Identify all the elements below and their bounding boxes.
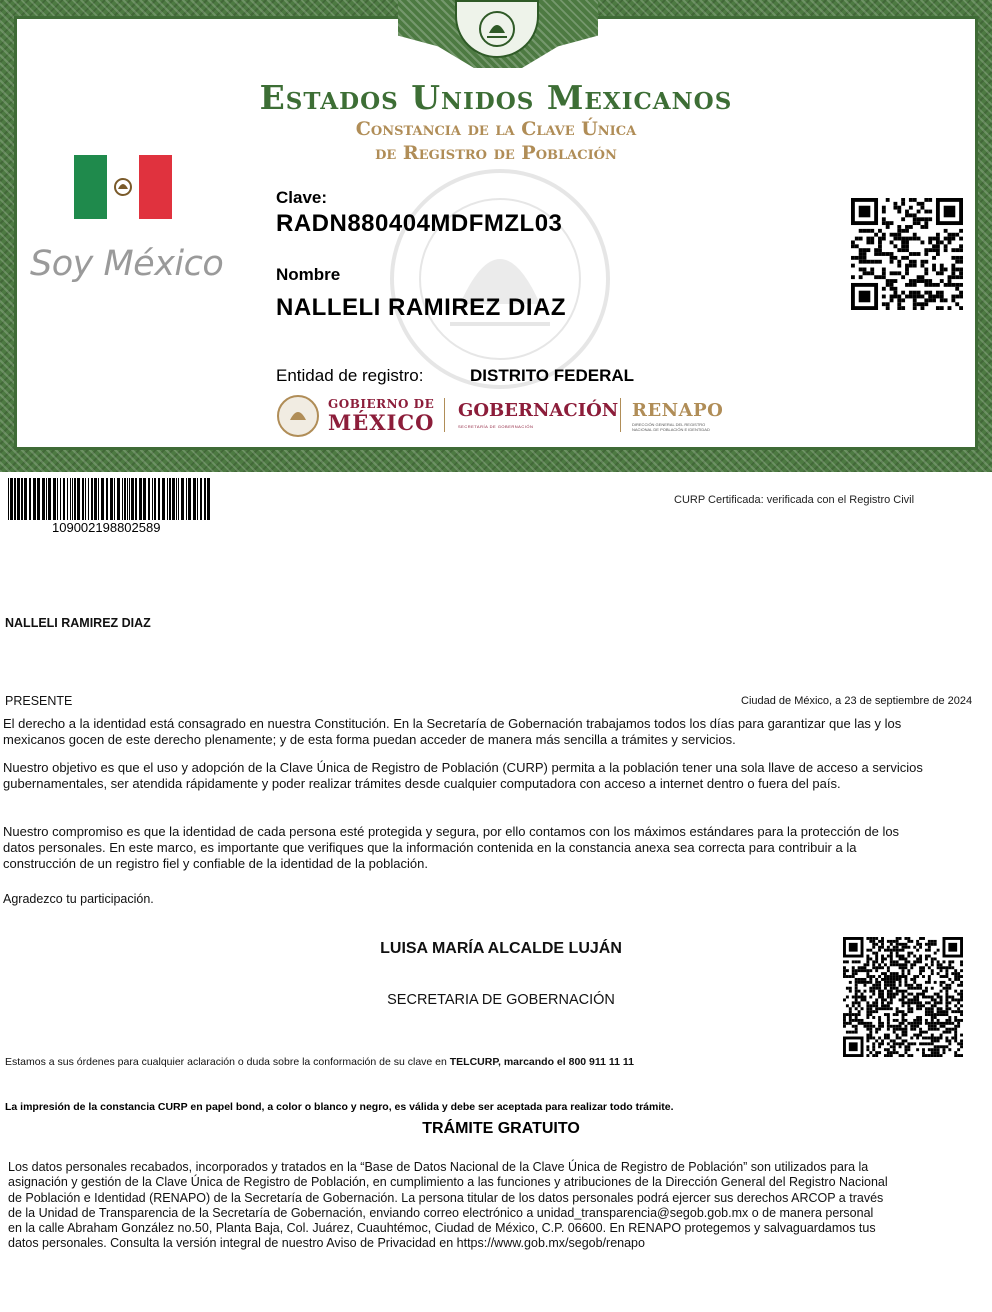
telcurp-phone: TELCURP, marcando el 800 911 11 11 [449, 1056, 635, 1068]
signer-title: SECRETARIA DE GOBERNACIÓN [387, 992, 615, 1008]
free-procedure-notice: TRÁMITE GRATUITO [422, 1120, 580, 1137]
qr-code-icon [850, 198, 964, 310]
privacy-line: de la Unidad de Transparencia de la Secretaría de Gobernación, enviando correo electrónico a unidad_transparencia@segob.gob.mx o de manera personal [8, 1205, 874, 1220]
country-title: Estados Unidos Mexicanos [259, 78, 733, 117]
signature-qr-code-icon [842, 937, 964, 1057]
entidad-label: Entidad de registro: [276, 366, 424, 385]
thanks-text: Agradezco tu participación. [3, 892, 154, 906]
privacy-line: Los datos personales recabados, incorporados y tratados en la “Base de Datos Nacional de la Clave Única de Registro de Población” son utilizados para la [8, 1160, 869, 1174]
nombre-label: Nombre [276, 265, 341, 284]
renapo-subtext: DIRECCIÓN GENERAL DEL REGISTRO NACIONAL DE POBLACIÓN E IDENTIDAD [632, 422, 710, 432]
entidad-value: DISTRITO FEDERAL [470, 366, 635, 385]
paragraph-identity [3, 716, 992, 748]
mexican-flag-icon [74, 155, 172, 219]
renapo-logo: RENAPO [632, 400, 724, 421]
paragraph-line: El derecho a la identidad está consagrado en nuestra Constitución. En la Secretaría de Gobernación trabajamos todos los días para garantizar que las y los [3, 716, 902, 731]
gobierno-line2: MÉXICO [328, 410, 435, 435]
privacy-line: de Población e Identidad (RENAPO) de la Secretaría de Gobernación. La persona titular de los datos personales podrá ejercer sus derechos ARCOP a través [8, 1190, 884, 1205]
soy-mexico-slogan: Soy México [30, 244, 224, 284]
watermark-seal-icon [360, 164, 640, 394]
paragraph-commitment [3, 824, 992, 872]
telcurp-text: Estamos a sus órdenes para cualquier aclaración o duda sobre la conformación de su clave en [5, 1056, 450, 1068]
curp-certified-note: CURP Certificada: verificada con el Registro Civil [674, 494, 915, 506]
paragraph-line: datos personales. En este marco, es importante que verifiques que la información contenida en la constancia anexa sea correcta para contribuir a la [3, 840, 857, 855]
gobernacion-subtext: SECRETARÍA DE GOBERNACIÓN [458, 424, 534, 429]
barcode-number: 109002198802589 [52, 520, 161, 535]
privacy-notice [8, 1160, 992, 1252]
logo-divider [444, 398, 445, 432]
telcurp-contact [5, 1056, 634, 1068]
logo-divider [620, 398, 621, 432]
clave-value: RADN880404MDFMZL03 [276, 210, 563, 237]
gobierno-de-mexico-logo [328, 398, 434, 433]
print-validity-notice: La impresión de la constancia CURP en papel bond, a color o blanco y negro, es válida y debe ser aceptada para realizar todo trámite. [5, 1101, 674, 1113]
privacy-line: en la calle Abraham González no.50, Planta Baja, Col. Juárez, Cuauhtémoc, Ciudad de México, C.P. 06600. En RENAPO protegemos y salvaguardamos tus [8, 1221, 876, 1236]
clave-label: Clave: [276, 188, 328, 207]
paragraph-line: construcción de un registro fiel y confiable de la identidad de la población. [3, 856, 428, 871]
government-logos [276, 394, 746, 438]
privacy-line: datos personales. Consulta la versión integral de nuestro Aviso de Privacidad en https://www.gob.mx/segob/renapo [8, 1236, 645, 1251]
barcode-icon [8, 478, 214, 520]
nombre-value: NALLELI RAMIREZ DIAZ [276, 294, 566, 321]
gobernacion-logo: GOBERNACIÓN [458, 400, 619, 421]
privacy-line: asignación y gestión de la Clave Única de Registro de Población, en cumplimiento a las funciones y atribuciones de la Dirección General del Registro Nacional [8, 1175, 888, 1190]
paragraph-line: gubernamentales, ser atendida rápidamente y poder realizar trámites desde cualquier computadora con acceso a internet dentro o fuera del país. [3, 776, 841, 791]
gobierno-line1: GOBIERNO DE [328, 397, 435, 411]
paragraph-line: Nuestro objetivo es que el uso y adopción de la Clave Única de Registro de Población (CURP) permita a la población tener una sola llave de acceso a servicios [3, 760, 923, 775]
paragraph-line: Nuestro compromiso es que la identidad de cada persona esté protegida y segura, por ello contamos con los máximos estándares para la protección de los [3, 824, 900, 839]
paragraph-objective [3, 760, 992, 792]
gobierno-seal-icon [276, 394, 320, 438]
document-subtitle-line2: de Registro de Población [375, 142, 617, 164]
letter-date: Ciudad de México, a 23 de septiembre de 2024 [741, 695, 973, 707]
paragraph-line: mexicanos gocen de este derecho plenamente; y de esta forma puedan acceder de manera más sencilla a trámites y servicios. [3, 732, 736, 747]
recipient-name: NALLELI RAMIREZ DIAZ [5, 616, 151, 630]
greeting: PRESENTE [5, 694, 73, 708]
document-subtitle-line1: Constancia de la Clave Única [355, 118, 637, 140]
signer-name: LUISA MARÍA ALCALDE LUJÁN [380, 940, 622, 957]
